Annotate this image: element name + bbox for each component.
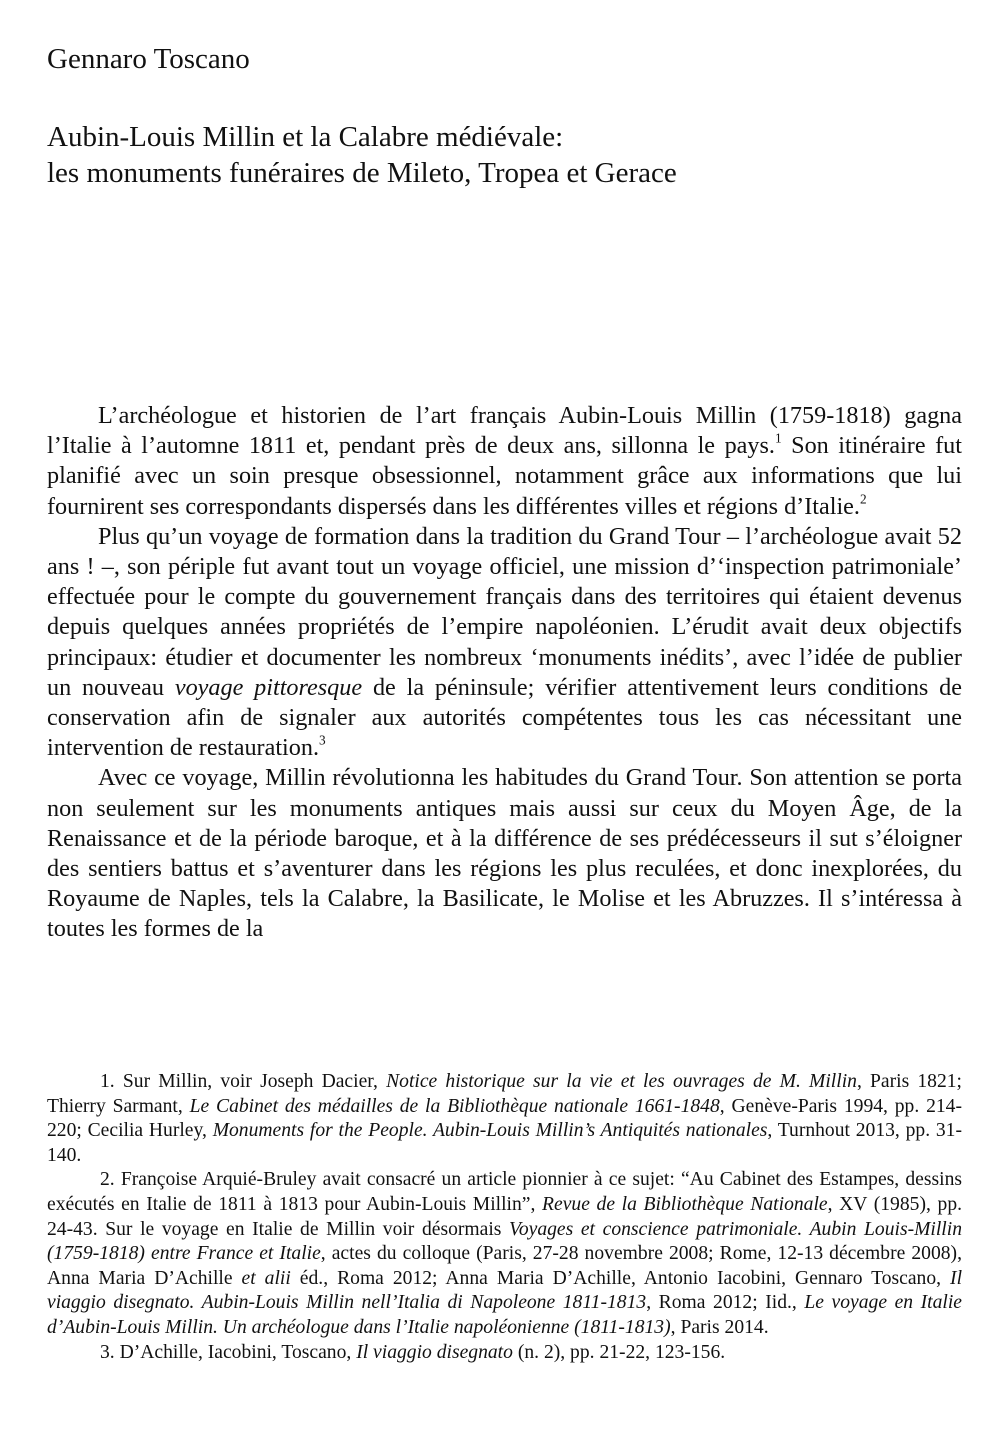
footnote-2-text: , Paris 2014. — [670, 1316, 769, 1338]
footnote-3-title: Il viaggio disegnato — [356, 1341, 513, 1363]
title-line-2: les monuments funéraires de Mileto, Tropea et Gerace — [47, 157, 677, 189]
footnote-2-title: Le voyage en Italie d’Aubin-Louis Millin. Un archéologue dans l’Italie napoléonienne (1811-1813) — [47, 1292, 962, 1338]
paragraph-2-italic: voyage pittoresque — [174, 673, 363, 701]
paragraph-2 — [47, 522, 962, 764]
footnote-1-text: , Paris 1821; Thierry Sarmant, — [47, 1071, 963, 1117]
footnote-1-text: , Genève-Paris 1994, pp. 214-220; Cecilia Hurley, — [47, 1095, 962, 1142]
footnote-ref-1: 1 — [774, 430, 782, 446]
footnote-1-title: Notice historique sur la vie et les ouvrages de M. Millin — [386, 1071, 857, 1092]
footnote-2-title: Il viaggio disegnato. Aubin-Louis Millin nell’Italia di Napoleone 1811-1813 — [47, 1267, 963, 1314]
footnote-ref-2: 2 — [859, 490, 867, 506]
footnote-2-text: , Roma 2012; Iid., — [646, 1292, 805, 1314]
footnote-ref-3: 3 — [319, 732, 326, 748]
body-text — [47, 401, 962, 945]
paragraph-3 — [47, 763, 962, 944]
author-name: Gennaro Toscano — [47, 43, 250, 75]
footnote-3-text: 3. D’Achille, Iacobini, Toscano, — [100, 1341, 357, 1363]
paragraph-2-text-1: Plus qu’un voyage de formation dans la tradition du Grand Tour – l’archéologue avait 52 ans ! –, son périple fut avant tout un voyage officiel, une mission d’‘inspection patrimoniale’ effectuée pour le compte du gouvernement français dans des territoires qui étaient devenus depuis quelques années propriétés de l’empire napoléonien. L’érudit avait deux objectifs principaux: étudier et documenter les nombreux ‘monuments inédits’, avec l’idée de publier un nouveau — [47, 522, 962, 701]
footnote-2-text: 2. Françoise Arquié-Bruley avait consacré un article pionnier à ce sujet: “Au Cabinet des Estampes, dessins exécutés en Italie de 1811 à 1813 pour Aubin-Louis Millin”, — [47, 1169, 962, 1215]
paragraph-3-text: Avec ce voyage, Millin révolutionna les habitudes du Grand Tour. Son attention se porta non seulement sur les monuments antiques mais aussi sur ceux du Moyen Âge, de la Renaissance et de la période baroque, et à la différence de ses prédécesseurs il sut s’éloigner des sentiers battus et s’aventurer dans les régions les plus reculées, et donc inexplorées, du Royaume de Naples, tels la Calabre, la Basilicate, le Molise et les Abruzzes. Il s’intéressa à toutes les formes de la — [47, 764, 962, 943]
footnote-1 — [47, 1070, 962, 1168]
article-title — [47, 119, 677, 191]
footnote-1-text: , Turnhout 2013, pp. 31-140. — [47, 1120, 962, 1166]
footnote-3-text: (n. 2), pp. 21-22, 123-156. — [512, 1341, 726, 1363]
footnote-2-title: Revue de la Bibliothèque Nationale — [542, 1193, 828, 1215]
footnote-2-title: et alii — [241, 1267, 291, 1289]
paragraph-1-text: L’archéologue et historien de l’art français Aubin-Louis Millin (1759-1818) gagna l’Italie à l’automne 1811 et, pendant près de deux ans, sillonna le pays. — [47, 402, 962, 460]
footnote-2-text: éd., Roma 2012; Anna Maria D’Achille, Antonio Iacobini, Gennaro Toscano, — [290, 1267, 951, 1289]
footnote-1-title: Monuments for the People. Aubin-Louis Millin’s Antiquités nationales — [212, 1120, 768, 1142]
footnote-2-text: , XV (1985), pp. 24-43. Sur le voyage en Italie de Millin voir désormais — [47, 1193, 963, 1240]
footnote-2-text: , actes du colloque (Paris, 27-28 novembre 2008; Rome, 12-13 décembre 2008), Anna Maria D’Achille — [47, 1243, 962, 1289]
paragraph-2-text-2: de la péninsule; vérifier attentivement leurs conditions de conservation afin de signaler aux autorités compétentes tous les cas nécessitant une intervention de restauration. — [47, 673, 963, 762]
footnote-2 — [47, 1168, 962, 1340]
footnote-1-text: 1. Sur Millin, voir Joseph Dacier, — [100, 1071, 387, 1092]
paragraph-1 — [47, 401, 962, 522]
footnote-1-title: Le Cabinet des médailles de la Bibliothèque nationale 1661-1848 — [189, 1095, 720, 1117]
title-line-1: Aubin-Louis Millin et la Calabre médiévale: — [47, 121, 564, 153]
footnotes — [47, 1070, 962, 1365]
paragraph-1-text-2: Son itinéraire fut planifié avec un soin presque obsessionnel, notamment grâce aux informations que lui fournirent ses correspondants dispersés dans les différentes villes et régions d’Italie. — [47, 432, 962, 520]
footnote-2-title: Voyages et conscience patrimoniale. Aubin Louis-Millin (1759-1818) entre France et Italie — [47, 1218, 962, 1265]
footnote-3 — [47, 1341, 962, 1366]
